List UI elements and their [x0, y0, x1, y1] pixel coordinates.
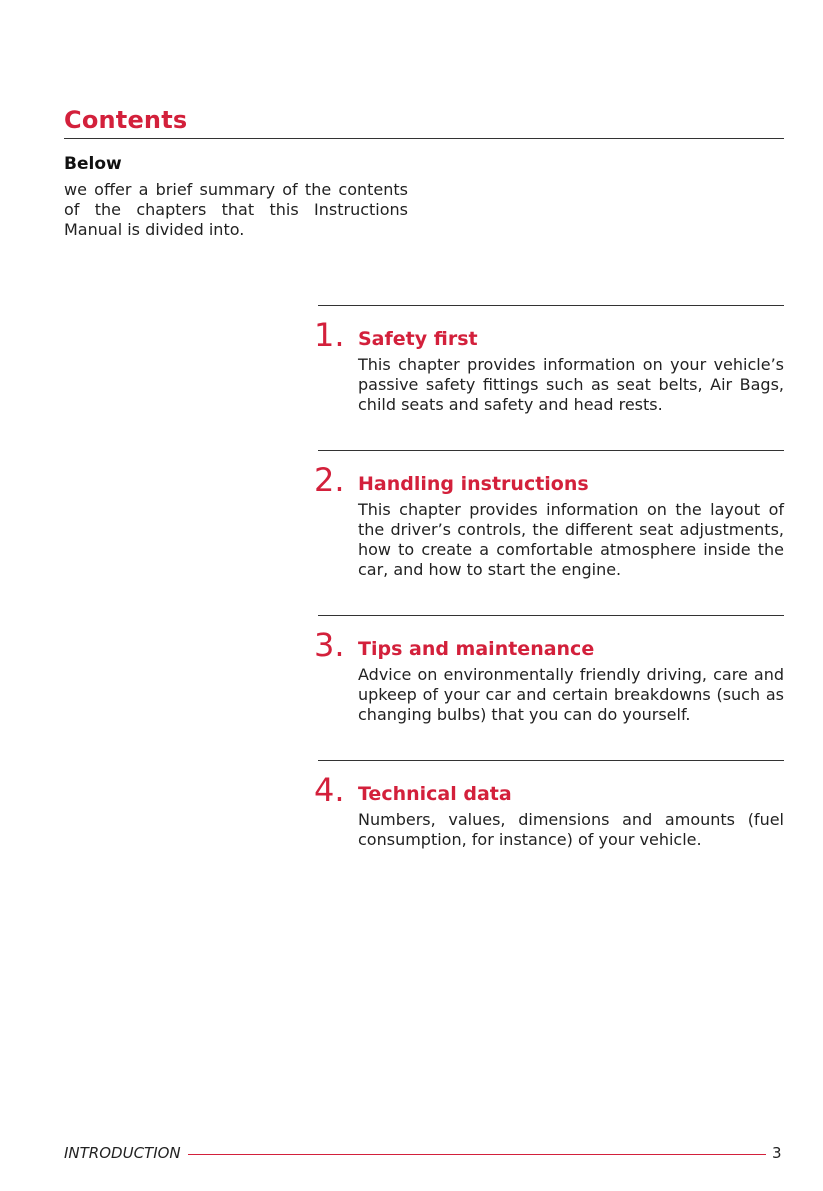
chapter-number: 4.: [314, 771, 345, 809]
footer-section-label: INTRODUCTION: [64, 1144, 181, 1162]
chapter-description: Numbers, values, dimensions and amounts (fuel consumption, for instance) of your vehicle.: [358, 810, 784, 849]
chapter-divider: [318, 760, 784, 761]
chapter-description: This chapter provides information on the layout of the driver’s controls, the different seat adjustments, how to create a comfortable atmosphere inside the car, and how to start the engine.: [358, 500, 784, 579]
chapter-title: Technical data: [358, 783, 512, 805]
chapter-number: 2.: [314, 461, 345, 499]
intro-heading: Below: [64, 154, 122, 174]
page-number: 3: [772, 1144, 782, 1162]
chapter-title: Safety first: [358, 328, 478, 350]
chapter-description: Advice on environmentally friendly driving, care and upkeep of your car and certain breakdowns (such as changing bulbs) that you can do yourself.: [358, 665, 784, 724]
chapter-number: 3.: [314, 626, 345, 664]
chapter-title: Tips and maintenance: [358, 638, 595, 660]
chapter-divider: [318, 615, 784, 616]
title-divider: [64, 138, 784, 139]
footer-divider: [188, 1154, 766, 1155]
chapter-divider: [318, 450, 784, 451]
chapter-description: This chapter provides information on your vehicle’s passive safety fittings such as seat belts, Air Bags, child seats and safety and head rests.: [358, 355, 784, 414]
intro-text: we offer a brief summary of the contents of the chapters that this Instructions Manual is divided into.: [64, 180, 408, 239]
chapter-title: Handling instructions: [358, 473, 589, 495]
chapter-number: 1.: [314, 316, 345, 354]
page-title: Contents: [64, 106, 188, 134]
chapter-divider: [318, 305, 784, 306]
